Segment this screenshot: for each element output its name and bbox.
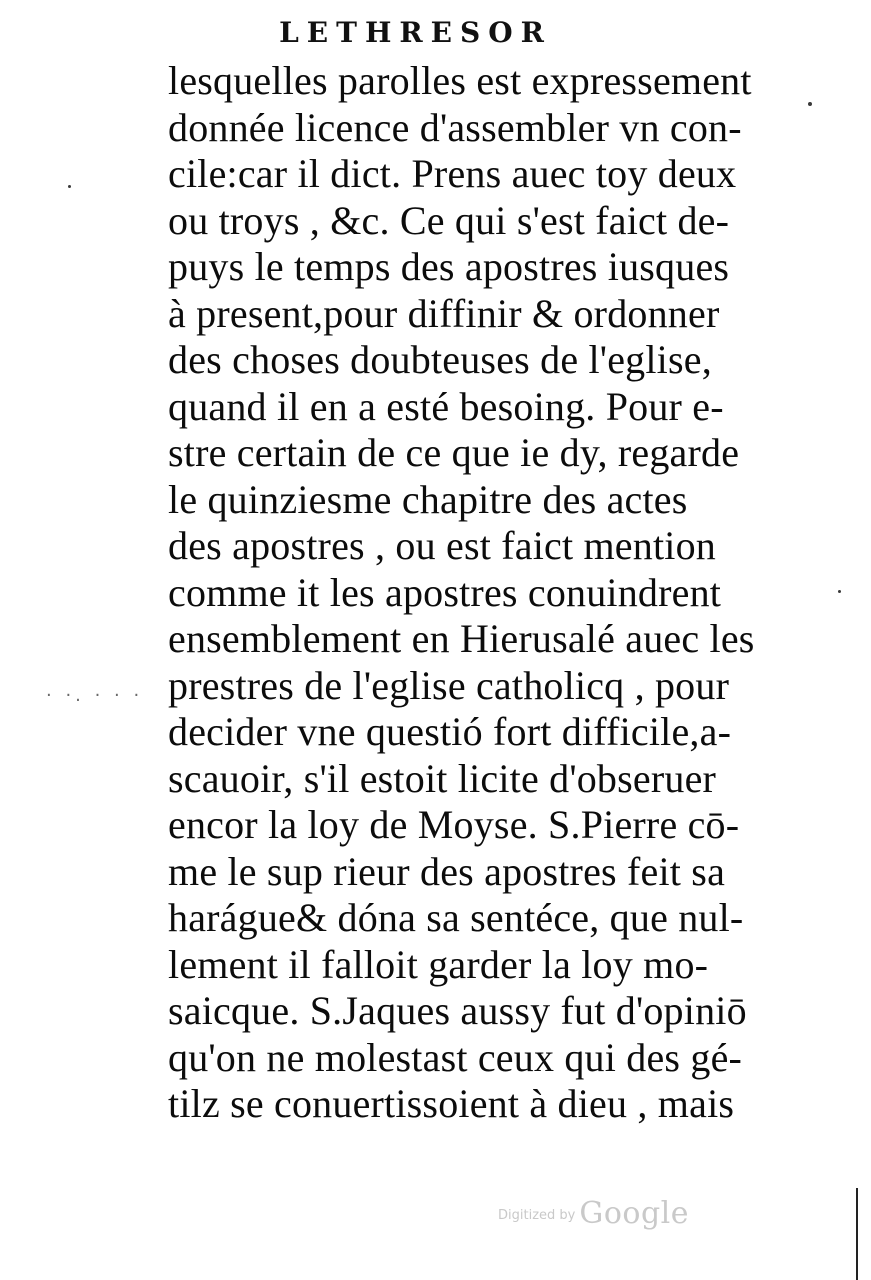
stray-mark	[808, 102, 812, 106]
page-edge-line	[856, 1188, 858, 1280]
text-line: puys le temps des apostres iusques	[168, 244, 730, 289]
text-line: lement il falloit garder la loy mo-	[168, 941, 709, 987]
text-line: tilz se conuertissoient à dieu , mais	[168, 1081, 735, 1126]
running-head: LETHRESOR	[279, 16, 552, 49]
text-line: saicque. S.Jaques aussy fut d'opiniō	[168, 988, 747, 1033]
text-line: encor la loy de Moyse. S.Pierre cō-	[168, 802, 740, 847]
text-line: des choses doubteuses de l'eglise,	[168, 337, 712, 382]
text-line: ensemblement en Hierusalé auec les	[168, 616, 755, 661]
text-line: à present,pour diffinir & ordonner	[168, 290, 720, 336]
text-line: harágue& dóna sa sentéce, que nul-	[168, 895, 744, 940]
stray-mark	[838, 590, 841, 593]
margin-specks: · ·. · · ·	[46, 685, 144, 706]
text-line: cile:car il dict. Prens auec toy deux	[168, 151, 737, 196]
text-line: prestres de l'eglise catholicq , pour	[168, 662, 730, 708]
digitized-watermark	[498, 1196, 689, 1231]
text-line: quand il en a esté besoing. Pour e-	[168, 383, 724, 429]
text-line: donnée licence d'assembler vn con-	[168, 104, 742, 150]
body-text	[168, 58, 808, 1128]
text-line: le quinziesme chapitre des actes	[168, 476, 688, 522]
text-line: stre certain de ce que ie dy, regarde	[168, 430, 740, 475]
text-line: des apostres , ou est faict mention	[168, 523, 716, 568]
text-line: ou troys , &c. Ce qui s'est faict de-	[168, 197, 730, 243]
text-line: scauoir, s'il estoit licite d'obseruer	[168, 755, 717, 801]
google-logo: Google	[579, 1196, 689, 1231]
text-line: me le sup rieur des apostres feit sa	[168, 848, 726, 894]
text-line: comme it les apostres conuindrent	[168, 569, 722, 615]
stray-mark	[68, 185, 71, 188]
text-line: qu'on ne molestast ceux qui des gé-	[168, 1034, 743, 1080]
text-line: lesquelles parolles est expressement	[168, 58, 752, 103]
text-line: decider vne questió fort difficile,a-	[168, 709, 732, 754]
watermark-prefix: Digitized by	[498, 1208, 576, 1223]
